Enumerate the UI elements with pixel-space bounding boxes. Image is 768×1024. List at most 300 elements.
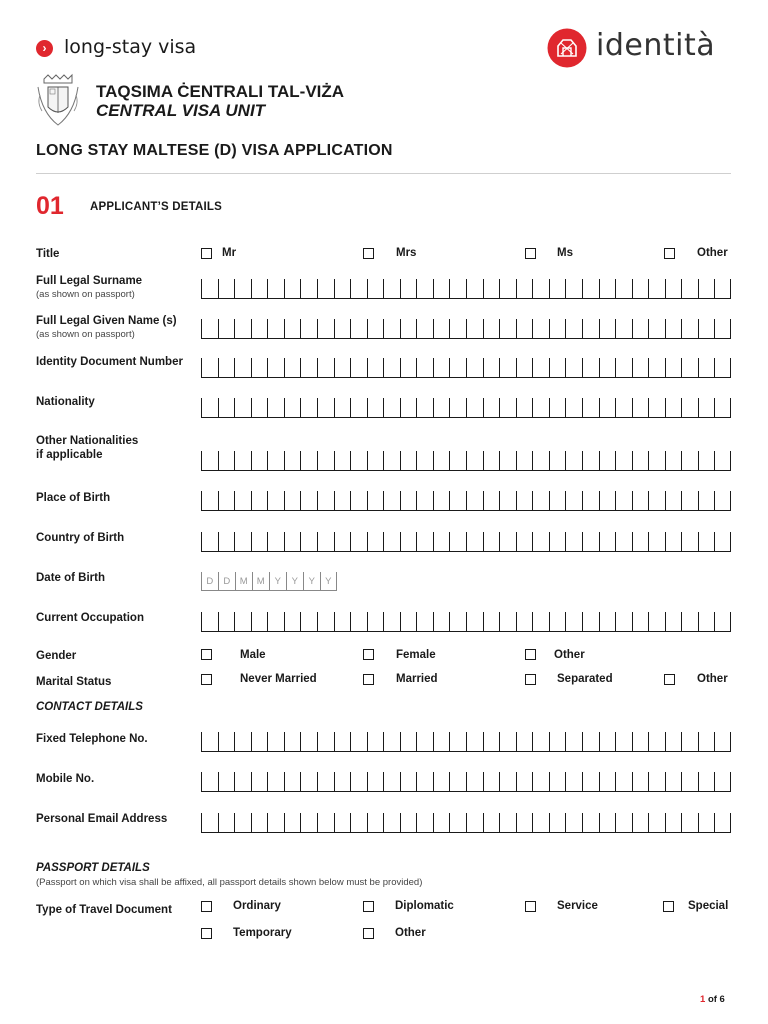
comb-divider <box>449 732 450 751</box>
comb-divider <box>483 813 484 832</box>
email-input[interactable] <box>201 813 731 833</box>
comb-divider <box>267 491 268 510</box>
gender-other-checkbox[interactable] <box>525 649 536 660</box>
doc-special-checkbox[interactable] <box>663 901 674 912</box>
doc-diplomatic-checkbox[interactable] <box>363 901 374 912</box>
marital-married-label: Married <box>396 673 438 685</box>
comb-divider <box>483 491 484 510</box>
gender-female-checkbox[interactable] <box>363 649 374 660</box>
comb-divider <box>350 772 351 791</box>
dob-year-1[interactable]: Y <box>269 572 286 591</box>
marital-never-married-label: Never Married <box>240 673 317 685</box>
comb-divider <box>632 813 633 832</box>
comb-divider <box>549 451 550 470</box>
comb-divider <box>433 358 434 377</box>
marital-never-married-checkbox[interactable] <box>201 674 212 685</box>
title-mrs-checkbox[interactable] <box>363 248 374 259</box>
comb-divider <box>267 358 268 377</box>
comb-divider <box>433 319 434 338</box>
comb-divider <box>698 358 699 377</box>
comb-divider <box>681 813 682 832</box>
comb-divider <box>400 319 401 338</box>
comb-divider <box>350 813 351 832</box>
comb-divider <box>665 451 666 470</box>
comb-divider <box>516 358 517 377</box>
comb-divider <box>632 319 633 338</box>
comb-divider <box>267 772 268 791</box>
comb-divider <box>267 279 268 298</box>
doc-ordinary-label: Ordinary <box>233 900 281 912</box>
comb-divider <box>449 398 450 417</box>
date-of-birth-label: Date of Birth <box>36 572 105 584</box>
comb-divider <box>483 451 484 470</box>
comb-divider <box>698 612 699 631</box>
comb-divider <box>714 319 715 338</box>
comb-divider <box>449 279 450 298</box>
comb-divider <box>416 732 417 751</box>
comb-divider <box>300 358 301 377</box>
comb-divider <box>334 491 335 510</box>
comb-divider <box>665 491 666 510</box>
comb-divider <box>730 772 731 791</box>
comb-divider <box>698 532 699 551</box>
marital-status-label: Marital Status <box>36 676 112 688</box>
doc-diplomatic-label: Diplomatic <box>395 900 454 912</box>
comb-divider <box>615 532 616 551</box>
comb-divider <box>234 398 235 417</box>
comb-divider <box>416 612 417 631</box>
dob-day-2[interactable]: D <box>218 572 235 591</box>
comb-divider <box>565 532 566 551</box>
comb-divider <box>300 732 301 751</box>
comb-divider <box>251 532 252 551</box>
comb-divider <box>549 612 550 631</box>
comb-divider <box>565 279 566 298</box>
comb-divider <box>234 732 235 751</box>
mobile-input[interactable] <box>201 772 731 792</box>
gender-male-checkbox[interactable] <box>201 649 212 660</box>
comb-divider <box>416 451 417 470</box>
comb-divider <box>499 612 500 631</box>
comb-divider <box>632 451 633 470</box>
comb-divider <box>648 451 649 470</box>
comb-divider <box>730 612 731 631</box>
doc-service-checkbox[interactable] <box>525 901 536 912</box>
comb-divider <box>665 358 666 377</box>
comb-divider <box>599 772 600 791</box>
comb-divider <box>466 279 467 298</box>
comb-divider <box>599 813 600 832</box>
comb-divider <box>317 491 318 510</box>
comb-divider <box>730 358 731 377</box>
mobile-label: Mobile No. <box>36 773 95 785</box>
passport-details-heading: PASSPORT DETAILS <box>36 862 150 874</box>
comb-divider <box>599 398 600 417</box>
comb-divider <box>648 398 649 417</box>
comb-divider <box>532 491 533 510</box>
dob-year-4[interactable]: Y <box>320 572 337 591</box>
comb-divider <box>665 612 666 631</box>
comb-divider <box>714 813 715 832</box>
comb-divider <box>201 279 202 298</box>
surname-label: Full Legal Surname <box>36 275 143 287</box>
marital-other-label: Other <box>697 673 728 685</box>
other-nationalities-label: Other Nationalities <box>36 435 139 447</box>
comb-divider <box>433 491 434 510</box>
comb-divider <box>681 772 682 791</box>
comb-divider <box>615 612 616 631</box>
comb-divider <box>284 813 285 832</box>
comb-divider <box>234 813 235 832</box>
marital-other-checkbox[interactable] <box>664 674 675 685</box>
comb-divider <box>532 358 533 377</box>
id-document-label: Identity Document Number <box>36 356 183 368</box>
marital-separated-checkbox[interactable] <box>525 674 536 685</box>
comb-divider <box>565 358 566 377</box>
marital-married-checkbox[interactable] <box>363 674 374 685</box>
comb-divider <box>284 358 285 377</box>
comb-divider <box>466 732 467 751</box>
page-indicator <box>700 994 725 1005</box>
comb-divider <box>317 451 318 470</box>
comb-divider <box>317 398 318 417</box>
comb-divider <box>632 612 633 631</box>
comb-divider <box>698 279 699 298</box>
comb-divider <box>284 451 285 470</box>
comb-divider <box>201 732 202 751</box>
comb-divider <box>632 279 633 298</box>
comb-divider <box>234 319 235 338</box>
comb-divider <box>714 732 715 751</box>
comb-divider <box>284 612 285 631</box>
title-ms-label: Ms <box>557 247 573 259</box>
comb-divider <box>532 279 533 298</box>
fixed-phone-label: Fixed Telephone No. <box>36 733 148 745</box>
comb-divider <box>350 491 351 510</box>
comb-divider <box>449 772 450 791</box>
comb-divider <box>615 358 616 377</box>
comb-divider <box>730 732 731 751</box>
comb-divider <box>218 532 219 551</box>
dob-year-3[interactable]: Y <box>303 572 320 591</box>
comb-divider <box>681 319 682 338</box>
comb-divider <box>681 279 682 298</box>
comb-divider <box>300 451 301 470</box>
title-label: Title <box>36 248 60 260</box>
comb-divider <box>300 813 301 832</box>
given-names-input[interactable] <box>201 319 731 339</box>
country-of-birth-input[interactable] <box>201 532 731 552</box>
comb-divider <box>367 279 368 298</box>
doc-special-label: Special <box>688 900 729 912</box>
comb-divider <box>251 491 252 510</box>
comb-divider <box>367 451 368 470</box>
comb-divider <box>251 612 252 631</box>
given-names-note: (as shown on passport) <box>36 329 135 340</box>
comb-divider <box>499 398 500 417</box>
title-mrs-label: Mrs <box>396 247 417 259</box>
doc-ordinary-checkbox[interactable] <box>201 901 212 912</box>
comb-divider <box>532 612 533 631</box>
comb-divider <box>300 491 301 510</box>
comb-divider <box>698 732 699 751</box>
comb-divider <box>549 279 550 298</box>
comb-divider <box>516 612 517 631</box>
comb-divider <box>300 319 301 338</box>
comb-divider <box>383 532 384 551</box>
comb-divider <box>582 532 583 551</box>
comb-divider <box>367 491 368 510</box>
comb-divider <box>615 813 616 832</box>
malta-coat-of-arms-icon <box>36 73 80 129</box>
page-current: 1 <box>700 994 706 1005</box>
comb-divider <box>599 732 600 751</box>
comb-divider <box>367 732 368 751</box>
comb-divider <box>582 319 583 338</box>
dob-day-1[interactable]: D <box>201 572 218 591</box>
comb-divider <box>516 532 517 551</box>
comb-divider <box>698 451 699 470</box>
comb-divider <box>549 813 550 832</box>
comb-divider <box>582 451 583 470</box>
occupation-input[interactable] <box>201 612 731 632</box>
comb-divider <box>350 451 351 470</box>
id-document-input[interactable] <box>201 358 731 378</box>
comb-divider <box>284 319 285 338</box>
comb-divider <box>615 451 616 470</box>
chevron-right-icon: › <box>36 40 53 57</box>
comb-divider <box>615 279 616 298</box>
comb-divider <box>499 813 500 832</box>
comb-divider <box>532 813 533 832</box>
title-other-checkbox[interactable] <box>664 248 675 259</box>
comb-divider <box>648 813 649 832</box>
comb-divider <box>284 491 285 510</box>
comb-divider <box>532 532 533 551</box>
nationality-input[interactable] <box>201 398 731 418</box>
comb-divider <box>218 451 219 470</box>
comb-divider <box>499 451 500 470</box>
comb-divider <box>632 491 633 510</box>
comb-divider <box>483 732 484 751</box>
comb-divider <box>549 491 550 510</box>
comb-divider <box>400 532 401 551</box>
comb-divider <box>466 612 467 631</box>
comb-divider <box>449 532 450 551</box>
comb-divider <box>449 491 450 510</box>
comb-divider <box>234 279 235 298</box>
comb-divider <box>499 732 500 751</box>
comb-divider <box>317 732 318 751</box>
form-title: LONG STAY MALTESE (D) VISA APPLICATION <box>36 142 393 159</box>
comb-divider <box>383 813 384 832</box>
comb-divider <box>367 813 368 832</box>
comb-divider <box>267 398 268 417</box>
comb-divider <box>201 491 202 510</box>
comb-divider <box>499 491 500 510</box>
comb-divider <box>665 532 666 551</box>
comb-divider <box>730 813 731 832</box>
comb-divider <box>234 358 235 377</box>
doc-temporary-checkbox[interactable] <box>201 928 212 939</box>
travel-document-label: Type of Travel Document <box>36 904 172 916</box>
comb-divider <box>350 612 351 631</box>
comb-divider <box>267 612 268 631</box>
comb-divider <box>730 532 731 551</box>
comb-divider <box>632 732 633 751</box>
comb-divider <box>565 732 566 751</box>
comb-divider <box>698 491 699 510</box>
comb-divider <box>681 398 682 417</box>
dob-year-2[interactable]: Y <box>286 572 303 591</box>
comb-divider <box>565 451 566 470</box>
comb-divider <box>466 451 467 470</box>
comb-divider <box>449 451 450 470</box>
comb-divider <box>251 732 252 751</box>
comb-divider <box>433 398 434 417</box>
comb-divider <box>516 732 517 751</box>
comb-divider <box>317 358 318 377</box>
comb-divider <box>532 772 533 791</box>
comb-divider <box>730 491 731 510</box>
comb-divider <box>201 398 202 417</box>
comb-divider <box>367 612 368 631</box>
comb-divider <box>267 532 268 551</box>
fixed-phone-input[interactable] <box>201 732 731 752</box>
section-title: APPLICANT’S DETAILS <box>90 201 223 213</box>
comb-divider <box>234 491 235 510</box>
comb-divider <box>251 319 252 338</box>
comb-divider <box>400 398 401 417</box>
comb-divider <box>400 772 401 791</box>
comb-divider <box>599 451 600 470</box>
comb-divider <box>549 319 550 338</box>
comb-divider <box>300 279 301 298</box>
other-nationalities-input[interactable] <box>201 451 731 471</box>
comb-divider <box>350 732 351 751</box>
comb-divider <box>681 612 682 631</box>
comb-divider <box>201 772 202 791</box>
comb-divider <box>317 772 318 791</box>
occupation-label: Current Occupation <box>36 612 144 624</box>
comb-divider <box>665 813 666 832</box>
comb-divider <box>218 612 219 631</box>
comb-divider <box>599 358 600 377</box>
marital-separated-label: Separated <box>557 673 613 685</box>
comb-divider <box>483 358 484 377</box>
comb-divider <box>665 772 666 791</box>
comb-divider <box>681 732 682 751</box>
comb-divider <box>416 358 417 377</box>
comb-divider <box>317 532 318 551</box>
comb-divider <box>466 532 467 551</box>
comb-divider <box>648 491 649 510</box>
comb-divider <box>648 772 649 791</box>
comb-divider <box>565 319 566 338</box>
comb-divider <box>565 612 566 631</box>
comb-divider <box>433 732 434 751</box>
comb-divider <box>317 612 318 631</box>
comb-divider <box>251 398 252 417</box>
comb-divider <box>267 319 268 338</box>
email-label: Personal Email Address <box>36 813 168 825</box>
title-ms-checkbox[interactable] <box>525 248 536 259</box>
comb-divider <box>532 398 533 417</box>
comb-divider <box>698 813 699 832</box>
nationality-label: Nationality <box>36 396 95 408</box>
doc-temporary-label: Temporary <box>233 927 292 939</box>
dob-month-1[interactable]: M <box>235 572 252 591</box>
comb-divider <box>599 612 600 631</box>
comb-divider <box>251 772 252 791</box>
comb-divider <box>632 398 633 417</box>
comb-divider <box>218 358 219 377</box>
comb-divider <box>201 612 202 631</box>
comb-divider <box>201 813 202 832</box>
surname-input[interactable] <box>201 279 731 299</box>
comb-divider <box>698 398 699 417</box>
comb-divider <box>648 612 649 631</box>
comb-divider <box>267 732 268 751</box>
comb-divider <box>383 732 384 751</box>
comb-divider <box>632 532 633 551</box>
comb-divider <box>499 358 500 377</box>
title-mr-checkbox[interactable] <box>201 248 212 259</box>
comb-divider <box>615 319 616 338</box>
comb-divider <box>383 319 384 338</box>
comb-divider <box>400 451 401 470</box>
passport-details-note: (Passport on which visa shall be affixed, all passport details shown below must be provided) <box>36 877 423 888</box>
comb-divider <box>416 491 417 510</box>
comb-divider <box>714 491 715 510</box>
comb-divider <box>615 398 616 417</box>
comb-divider <box>350 358 351 377</box>
comb-divider <box>433 451 434 470</box>
comb-divider <box>516 491 517 510</box>
doc-other-checkbox[interactable] <box>363 928 374 939</box>
comb-divider <box>416 772 417 791</box>
comb-divider <box>714 358 715 377</box>
comb-divider <box>466 358 467 377</box>
comb-divider <box>284 772 285 791</box>
dob-month-2[interactable]: M <box>252 572 269 591</box>
comb-divider <box>201 319 202 338</box>
comb-divider <box>334 732 335 751</box>
comb-divider <box>350 398 351 417</box>
comb-divider <box>234 451 235 470</box>
comb-divider <box>599 532 600 551</box>
comb-divider <box>300 612 301 631</box>
identita-logo-icon <box>547 28 587 68</box>
place-of-birth-input[interactable] <box>201 491 731 511</box>
comb-divider <box>383 612 384 631</box>
comb-divider <box>383 451 384 470</box>
comb-divider <box>549 398 550 417</box>
comb-divider <box>317 813 318 832</box>
comb-divider <box>433 813 434 832</box>
comb-divider <box>648 279 649 298</box>
brand-name: identità <box>596 28 716 63</box>
comb-divider <box>516 398 517 417</box>
comb-divider <box>334 358 335 377</box>
comb-divider <box>532 451 533 470</box>
comb-divider <box>516 772 517 791</box>
comb-divider <box>350 279 351 298</box>
comb-divider <box>400 279 401 298</box>
comb-divider <box>516 451 517 470</box>
comb-divider <box>367 398 368 417</box>
country-of-birth-label: Country of Birth <box>36 532 125 544</box>
